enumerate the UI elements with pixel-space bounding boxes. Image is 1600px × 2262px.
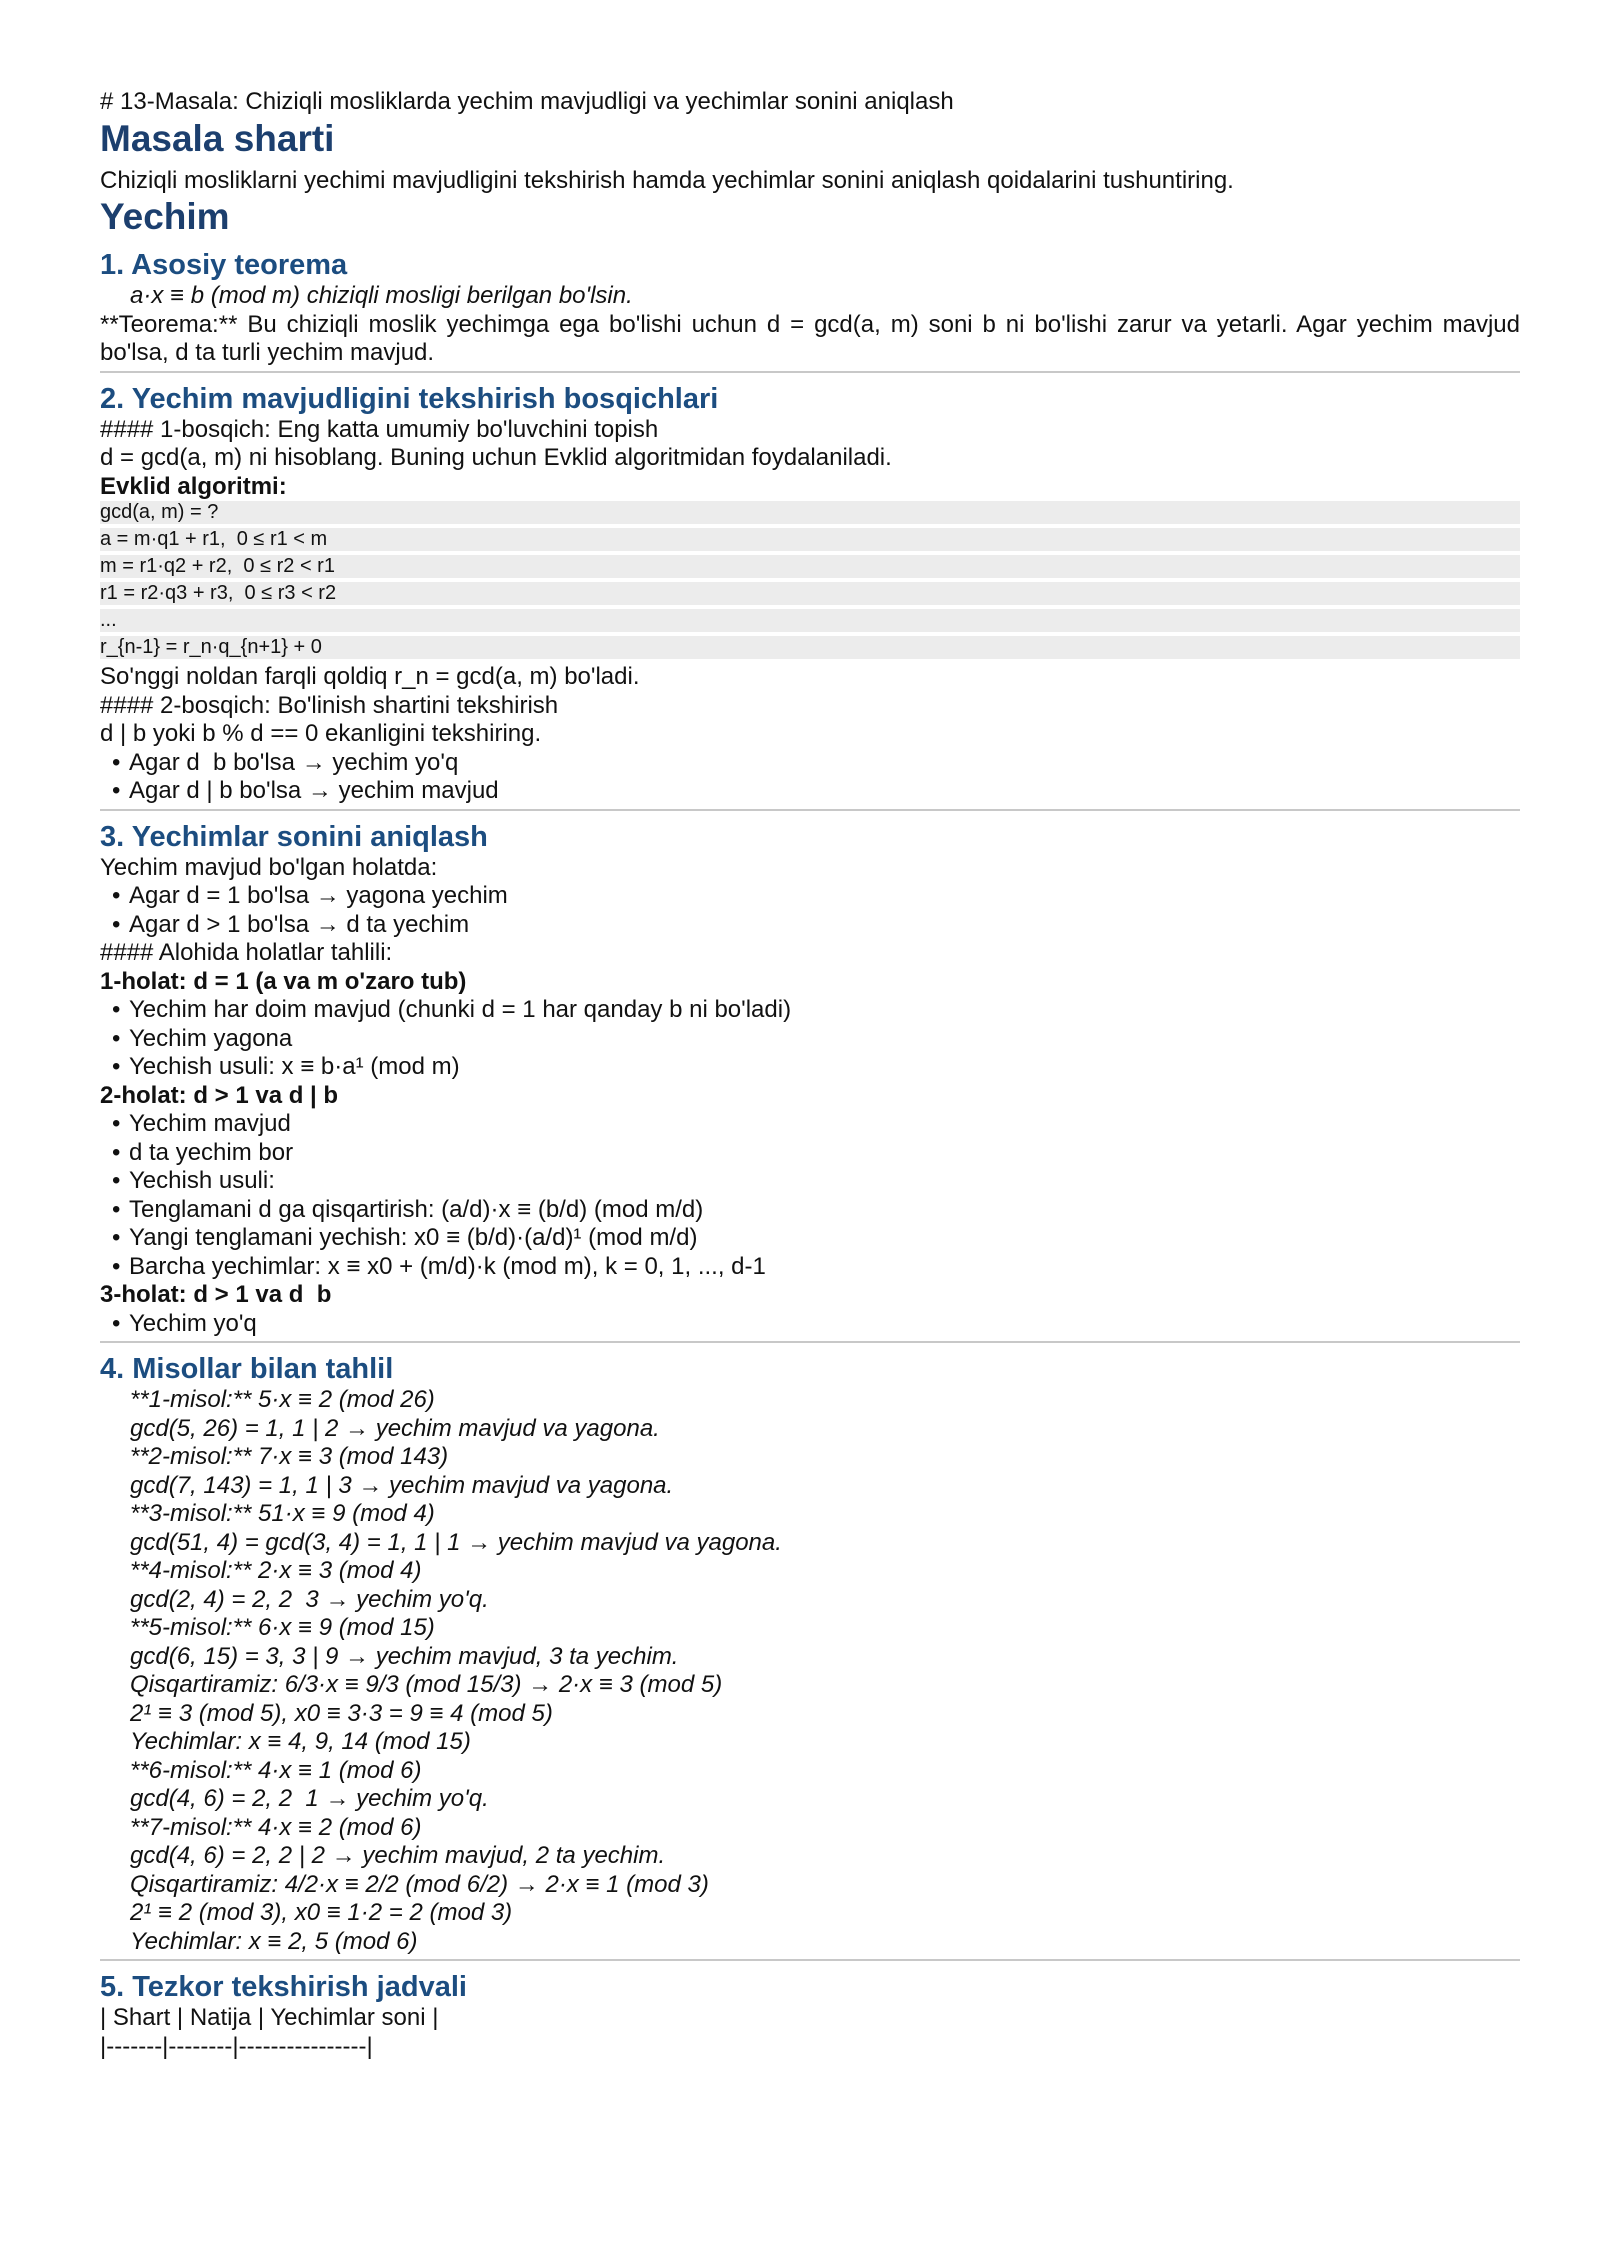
example-line: gcd(6, 15) = 3, 3 | 9 → yechim mavjud, 3 ta yechim. [130, 1642, 679, 1670]
bullet-icon: • [112, 1110, 121, 1137]
list-item: • Yechim yagona [112, 1024, 293, 1052]
bullet-icon: • [112, 1024, 121, 1052]
table-header-row: | Shart | Natija | Yechimlar soni | [100, 2004, 439, 2031]
bullet-icon: • [112, 1053, 121, 1080]
list-item: • Yechish usuli: [112, 1167, 275, 1194]
case-1-heading: 1-holat: d = 1 (a va m o'zaro tub) [100, 967, 467, 995]
step-1-text: d = gcd(a, m) ni hisoblang. Buning uchun Evklid algoritmidan foydalaniladi. [100, 444, 892, 471]
list-item: • Agar d > 1 bo'lsa → d ta yechim [112, 910, 470, 938]
example-line: **6-misol:** 4·x ≡ 1 (mod 6) [130, 1756, 422, 1784]
heading-yechim: Yechim [100, 196, 230, 237]
list-item: • Barcha yechimlar: x ≡ x0 + (m/d)·k (mod m), k = 0, 1, ..., d-1 [112, 1252, 766, 1280]
code-line: m = r1·q2 + r2, 0 ≤ r2 < r1 [100, 555, 1520, 578]
list-item: • Agar d = 1 bo'lsa → yagona yechim [112, 882, 508, 909]
after-code-text: So'nggi noldan farqli qoldiq r_n = gcd(a, m) bo'ladi. [100, 663, 640, 690]
section-divider [100, 371, 1520, 373]
masala-text: Chiziqli mosliklarni yechimi mavjudligini tekshirish hamda yechimlar sonini aniqlash qoidalarini tushuntiring. [100, 166, 1234, 194]
example-line: 2¹ ≡ 3 (mod 5), x0 ≡ 3·3 = 9 ≡ 4 (mod 5) [130, 1699, 553, 1727]
section-5-title: 5. Tezkor tekshirish jadvali [100, 1971, 467, 2003]
code-line: a = m·q1 + r1, 0 ≤ r1 < m [100, 528, 1520, 551]
heading-masala-sharti: Masala sharti [100, 117, 335, 159]
section-divider [100, 1341, 1520, 1343]
bullet-icon: • [112, 1309, 121, 1337]
code-line: ... [100, 609, 1520, 632]
example-line: gcd(51, 4) = gcd(3, 4) = 1, 1 | 1 → yechim mavjud va yagona. [130, 1528, 782, 1556]
example-line: **7-misol:** 4·x ≡ 2 (mod 6) [130, 1813, 422, 1841]
bullet-icon: • [112, 1252, 121, 1280]
bullet-icon: • [112, 1224, 121, 1251]
list-item: • Agar d | b bo'lsa → yechim mavjud [112, 777, 499, 804]
theorem-formula: a·x ≡ b (mod m) chiziqli mosligi berilgan bo'lsin. [130, 282, 633, 309]
euclid-label: Evklid algoritmi: [100, 472, 287, 500]
step-2-heading: #### 2-bosqich: Bo'linish shartini tekshirish [100, 691, 559, 719]
example-line: **1-misol:** 5·x ≡ 2 (mod 26) [130, 1386, 435, 1413]
section-divider [100, 809, 1520, 811]
bullet-icon: • [112, 882, 121, 909]
document-header-line: # 13-Masala: Chiziqli mosliklarda yechim mavjudligi va yechimlar sonini aniqlash [100, 88, 954, 115]
bullet-icon: • [112, 910, 121, 938]
example-line: gcd(4, 6) = 2, 2 | 2 → yechim mavjud, 2 ta yechim. [130, 1842, 666, 1869]
example-line: Yechimlar: x ≡ 2, 5 (mod 6) [130, 1927, 418, 1955]
section-1-title: 1. Asosiy teorema [100, 249, 348, 281]
list-item: • d ta yechim bor [112, 1138, 294, 1166]
list-item: • Yangi tenglamani yechish: x0 ≡ (b/d)·(a/d)¹ (mod m/d) [112, 1224, 698, 1251]
document-page [100, 88, 1520, 2061]
list-item: • Yechim yo'q [112, 1309, 257, 1337]
example-line: Qisqartiramiz: 4/2·x ≡ 2/2 (mod 6/2) → 2·x ≡ 1 (mod 3) [130, 1870, 709, 1898]
code-line: r1 = r2·q3 + r3, 0 ≤ r3 < r2 [100, 582, 1520, 605]
case-3-heading: 3-holat: d > 1 va d b [100, 1281, 332, 1308]
code-line: gcd(a, m) = ? [100, 501, 1520, 524]
section-2-title: 2. Yechim mavjudligini tekshirish bosqichlari [100, 382, 719, 415]
example-line: **3-misol:** 51·x ≡ 9 (mod 4) [130, 1500, 435, 1527]
section-divider [100, 1959, 1520, 1961]
example-line: gcd(4, 6) = 2, 2 1 → yechim yo'q. [130, 1785, 489, 1812]
code-line: r_{n-1} = r_n·q_{n+1} + 0 [100, 636, 1520, 659]
example-line: **2-misol:** 7·x ≡ 3 (mod 143) [130, 1443, 449, 1470]
example-line: **4-misol:** 2·x ≡ 3 (mod 4) [130, 1557, 422, 1584]
example-line: 2¹ ≡ 2 (mod 3), x0 ≡ 1·2 = 2 (mod 3) [130, 1899, 513, 1926]
special-cases-heading: #### Alohida holatlar tahlili: [100, 939, 393, 966]
section-3-title: 3. Yechimlar sonini aniqlash [100, 820, 488, 853]
list-item: • Yechim har doim mavjud (chunki d = 1 har qanday b ni bo'ladi) [112, 996, 792, 1023]
section-3-intro: Yechim mavjud bo'lgan holatda: [100, 853, 438, 881]
section-4-title: 4. Misollar bilan tahlil [100, 1353, 394, 1385]
step-2-text: d | b yoki b % d == 0 ekanligini tekshiring. [100, 720, 542, 747]
bullet-icon: • [112, 1195, 121, 1223]
example-line: Qisqartiramiz: 6/3·x ≡ 9/3 (mod 15/3) → 2·x ≡ 3 (mod 5) [130, 1671, 723, 1698]
theorem-text: **Teorema:** Bu chiziqli moslik yechimga ega bo'lishi uchun d = gcd(a, m) soni b ni bo'lishi zarur va yetarli. Agar yechim mavjud bo'lsa, d ta turli yechim mavjud. [100, 310, 1520, 366]
bullet-icon: • [112, 777, 121, 804]
bullet-icon: • [112, 1138, 121, 1166]
case-2-heading: 2-holat: d > 1 va d | b [100, 1081, 339, 1109]
bullet-icon: • [112, 1167, 121, 1194]
example-line: **5-misol:** 6·x ≡ 9 (mod 15) [130, 1614, 435, 1641]
example-line: gcd(2, 4) = 2, 2 3 → yechim yo'q. [130, 1585, 489, 1613]
list-item: • Yechish usuli: x ≡ b·a¹ (mod m) [112, 1053, 460, 1080]
list-item: • Agar d b bo'lsa → yechim yo'q [112, 748, 459, 776]
list-item: • Tenglamani d ga qisqartirish: (a/d)·x ≡ (b/d) (mod m/d) [112, 1195, 704, 1223]
example-line: gcd(7, 143) = 1, 1 | 3 → yechim mavjud va yagona. [130, 1471, 674, 1499]
bullet-icon: • [112, 748, 121, 776]
list-item: • Yechim mavjud [112, 1110, 291, 1137]
example-line: gcd(5, 26) = 1, 1 | 2 → yechim mavjud va yagona. [130, 1414, 660, 1442]
bullet-icon: • [112, 996, 121, 1023]
example-line: Yechimlar: x ≡ 4, 9, 14 (mod 15) [130, 1728, 471, 1755]
table-separator-row: |-------|--------|----------------| [100, 2032, 373, 2060]
step-1-heading: #### 1-bosqich: Eng katta umumiy bo'luvchini topish [100, 415, 659, 443]
